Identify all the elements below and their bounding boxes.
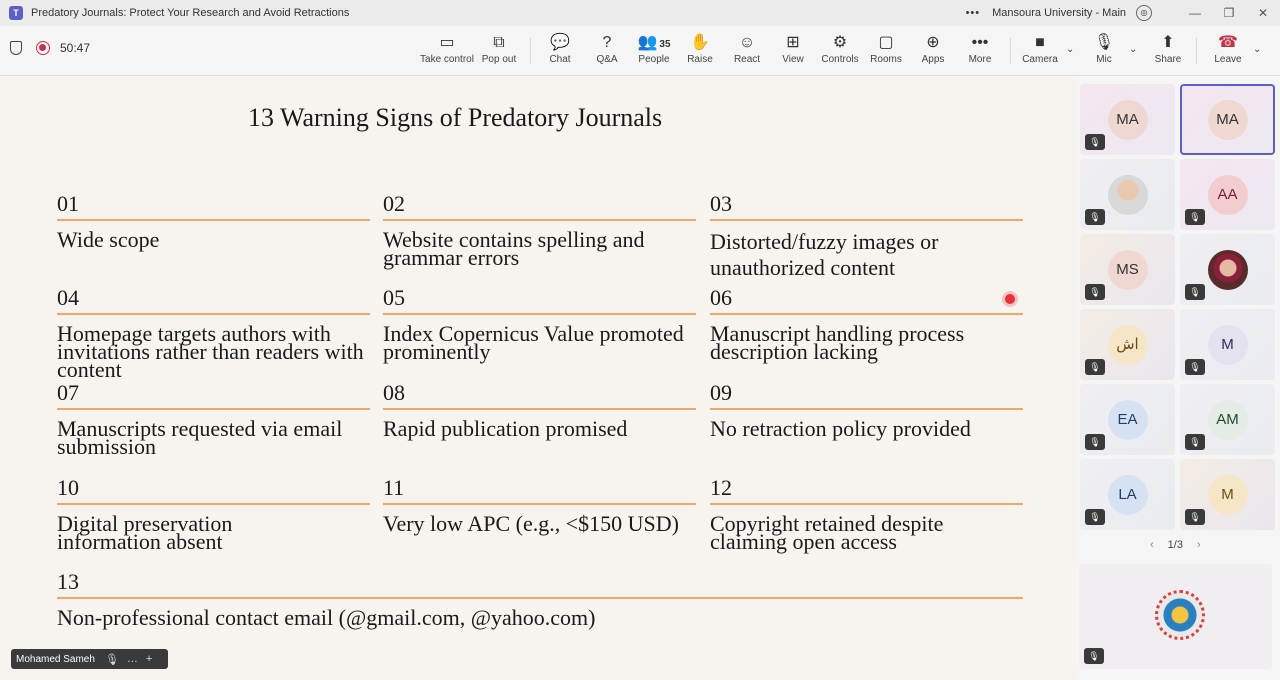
- rooms-icon: ▢: [878, 34, 894, 51]
- pin-icon: +: [145, 653, 153, 665]
- people-count: 35: [659, 39, 671, 50]
- leave-options-chevron-icon[interactable]: ⌄: [1253, 44, 1262, 55]
- gallery-pager: [1150, 539, 1201, 551]
- rooms-button[interactable]: ▢ Rooms: [858, 32, 914, 65]
- participant-tile[interactable]: [1080, 309, 1175, 380]
- participant-tile[interactable]: [1180, 159, 1275, 230]
- avatar: [1108, 175, 1148, 215]
- participant-tile[interactable]: [1180, 459, 1275, 530]
- shield-icon[interactable]: [10, 41, 22, 55]
- org-name: Mansoura University - Main: [992, 7, 1126, 19]
- recording-icon: [36, 41, 50, 55]
- avatar: LA: [1108, 475, 1148, 515]
- pop-out-button[interactable]: ⧉ Pop out: [471, 32, 527, 65]
- meeting-timer: 50:47: [60, 41, 91, 55]
- mic-off-icon: 🎙: [1185, 434, 1205, 450]
- participant-tile[interactable]: [1180, 234, 1275, 305]
- mic-off-icon: 🎙: [1085, 509, 1105, 525]
- participant-tile[interactable]: [1180, 84, 1275, 155]
- avatar: اش: [1108, 325, 1148, 365]
- laser-pointer: [1005, 294, 1015, 304]
- warning-sign: 06 Manuscript handling process description lacking: [710, 283, 1023, 361]
- avatar: MA: [1108, 100, 1148, 140]
- ellipsis-icon: …: [126, 653, 138, 665]
- participant-tile[interactable]: [1180, 309, 1275, 380]
- warning-sign: 10 Digital preservation information absent: [57, 473, 370, 551]
- avatar: [1208, 250, 1248, 290]
- chat-icon: 💬: [550, 34, 570, 51]
- raise-hand-button[interactable]: ✋ Raise: [672, 32, 728, 65]
- warning-sign: 05 Index Copernicus Value promoted prominently: [383, 283, 696, 361]
- participant-tile[interactable]: [1080, 384, 1175, 455]
- title-bar: [0, 0, 1280, 26]
- window-title: Predatory Journals: Protect Your Research and Avoid Retractions: [31, 7, 350, 19]
- more-button[interactable]: ••• More: [952, 32, 1008, 65]
- monitor-cursor-icon: ▭: [439, 34, 455, 51]
- mic-off-icon: 🎙: [1185, 284, 1205, 300]
- participant-tile[interactable]: [1080, 459, 1175, 530]
- mic-off-icon: 🎙: [1185, 209, 1205, 225]
- mic-off-icon: 🎙: [104, 653, 119, 666]
- smiley-icon: ☺: [738, 34, 756, 51]
- avatar: MS: [1108, 250, 1148, 290]
- share-icon: ⬆: [1161, 34, 1175, 51]
- participant-tile[interactable]: [1080, 159, 1175, 230]
- chevron-left-icon[interactable]: ‹: [1150, 539, 1154, 551]
- shared-slide: [0, 77, 1076, 680]
- participant-tile[interactable]: [1079, 564, 1272, 669]
- ellipsis-icon: •••: [971, 34, 989, 51]
- mic-off-icon: 🎙: [1085, 284, 1105, 300]
- warning-sign: 12 Copyright retained despite claiming open access: [710, 473, 1023, 551]
- mic-off-icon: 🎙: [1085, 359, 1105, 375]
- avatar: EA: [1108, 400, 1148, 440]
- university-logo: [1155, 590, 1205, 640]
- presenter-label: Mohamed Sameh 🎙 … +: [11, 649, 168, 669]
- avatar: M: [1208, 325, 1248, 365]
- avatar: MA: [1208, 100, 1248, 140]
- mic-off-icon: 🎙: [1084, 648, 1104, 664]
- restore-button[interactable]: ❐: [1223, 6, 1235, 20]
- chat-button[interactable]: 💬 Chat: [532, 32, 588, 65]
- avatar: AA: [1208, 175, 1248, 215]
- warning-sign: 04 Homepage targets authors with invitations rather than readers with content: [57, 283, 370, 379]
- phone-hangup-icon: ☎: [1218, 34, 1238, 51]
- view-button[interactable]: ⊞ View: [765, 32, 821, 65]
- participant-gallery: [1076, 77, 1280, 680]
- mic-off-icon: 🎙: [1185, 359, 1205, 375]
- warning-sign: 11 Very low APC (e.g., <$150 USD): [383, 473, 696, 533]
- camera-button[interactable]: ■ Camera: [1012, 32, 1068, 65]
- apps-button[interactable]: ⊕ Apps: [905, 32, 961, 65]
- participant-tile[interactable]: [1080, 234, 1175, 305]
- react-button[interactable]: ☺ React: [719, 32, 775, 65]
- mic-button[interactable]: 🎙 Mic: [1076, 32, 1132, 65]
- grid-icon: ⊞: [786, 34, 800, 51]
- slide-title: 13 Warning Signs of Predatory Journals: [248, 103, 663, 132]
- mic-off-icon: 🎙: [1085, 134, 1105, 150]
- meeting-toolbar: [0, 26, 1280, 76]
- camera-off-icon: ■: [1035, 34, 1045, 51]
- avatar: M: [1208, 475, 1248, 515]
- warning-sign: 02 Website contains spelling and grammar errors: [383, 189, 696, 267]
- teams-icon: T: [9, 6, 23, 20]
- take-control-button[interactable]: ▭ Take control: [420, 34, 474, 65]
- warning-sign: 01 Wide scope: [57, 189, 370, 249]
- minimize-button[interactable]: —: [1189, 6, 1201, 20]
- mic-off-icon: 🎙: [1085, 209, 1105, 225]
- leave-button[interactable]: ☎ Leave: [1200, 32, 1256, 65]
- controls-button[interactable]: ⚙ Controls: [812, 32, 868, 65]
- mic-off-icon: 🎙: [1185, 509, 1205, 525]
- share-button[interactable]: ⬆ Share: [1140, 32, 1196, 65]
- more-options-icon[interactable]: •••: [965, 7, 981, 19]
- org-avatar-icon[interactable]: ◎: [1136, 5, 1152, 21]
- warning-sign: 03 Distorted/fuzzy images or unauthorized content: [710, 189, 1023, 281]
- pop-out-icon: ⧉: [493, 34, 505, 51]
- avatar: AM: [1208, 400, 1248, 440]
- close-button[interactable]: ✕: [1257, 6, 1269, 20]
- mic-options-chevron-icon[interactable]: ⌄: [1129, 44, 1138, 55]
- hand-icon: ✋: [690, 34, 710, 51]
- page-indicator: 1/3: [1167, 539, 1183, 551]
- participant-tile[interactable]: [1080, 84, 1175, 155]
- people-button[interactable]: 👥 35 People: [626, 32, 682, 65]
- chevron-right-icon[interactable]: ›: [1196, 539, 1201, 551]
- controls-icon: ⚙: [832, 34, 848, 51]
- plus-icon: ⊕: [926, 34, 940, 51]
- warning-sign: 09 No retraction policy provided: [710, 378, 1023, 438]
- qa-icon: ?: [602, 34, 612, 51]
- people-icon: 👥 35: [637, 34, 671, 51]
- warning-sign: 07 Manuscripts requested via email submission: [57, 378, 370, 456]
- warning-sign: 13 Non-professional contact email (@gmail.com, @yahoo.com): [57, 567, 1023, 627]
- mic-off-icon: 🎙: [1085, 434, 1105, 450]
- participant-tile[interactable]: [1180, 384, 1275, 455]
- warning-sign: 08 Rapid publication promised: [383, 378, 696, 438]
- mic-off-icon: 🎙: [1093, 34, 1115, 51]
- camera-options-chevron-icon[interactable]: ⌄: [1066, 44, 1075, 55]
- qa-button[interactable]: ? Q&A: [579, 32, 635, 65]
